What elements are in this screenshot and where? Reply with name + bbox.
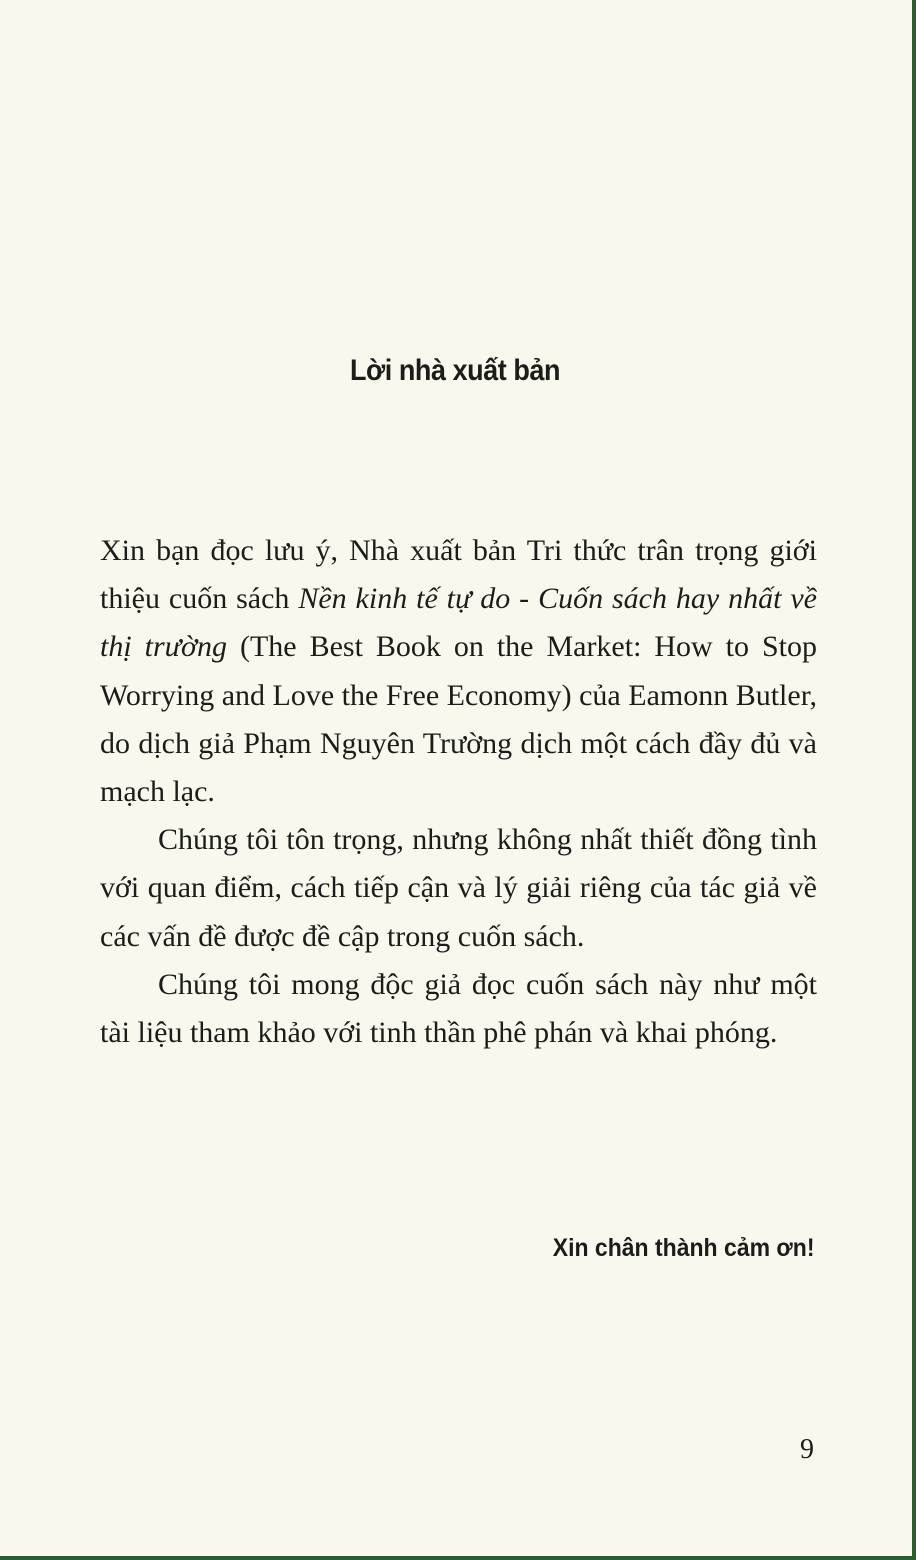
paragraph-2: Chúng tôi tôn trọng, nhưng không nhất thiết đồng tình với quan điểm, cách tiếp cận và lý giải riêng của tác giả về các vấn đề được đề cập trong cuốn sách. xyxy=(100,823,817,953)
paragraph-1-intro: Xin bạn đọc lưu ý, Nhà xuất bản Tri thức trân trọng giới thiệu cuốn sách xyxy=(100,534,817,616)
paragraph-1-rest: (The Best Book on the Market: How to Stop Worrying and Love the Free Economy) của Eamonn Butler, do dịch giả Phạm Nguyên Trường dịch một cách đầy đủ và mạch lạc. xyxy=(100,630,817,809)
body-text xyxy=(100,527,817,1057)
page-title: Lời nhà xuất bản xyxy=(349,354,561,387)
page-number: 9 xyxy=(800,1434,814,1465)
paragraph-1 xyxy=(100,527,817,816)
book-title-vi: Nền kinh tế tự do - Cuốn sách hay nhất về thị trường xyxy=(100,582,817,664)
paragraph-3: Chúng tôi mong độc giả đọc cuốn sách này như một tài liệu tham khảo với tinh thần phê phán và khai phóng. xyxy=(100,967,817,1050)
closing-line: Xin chân thành cảm ơn! xyxy=(552,1234,814,1262)
